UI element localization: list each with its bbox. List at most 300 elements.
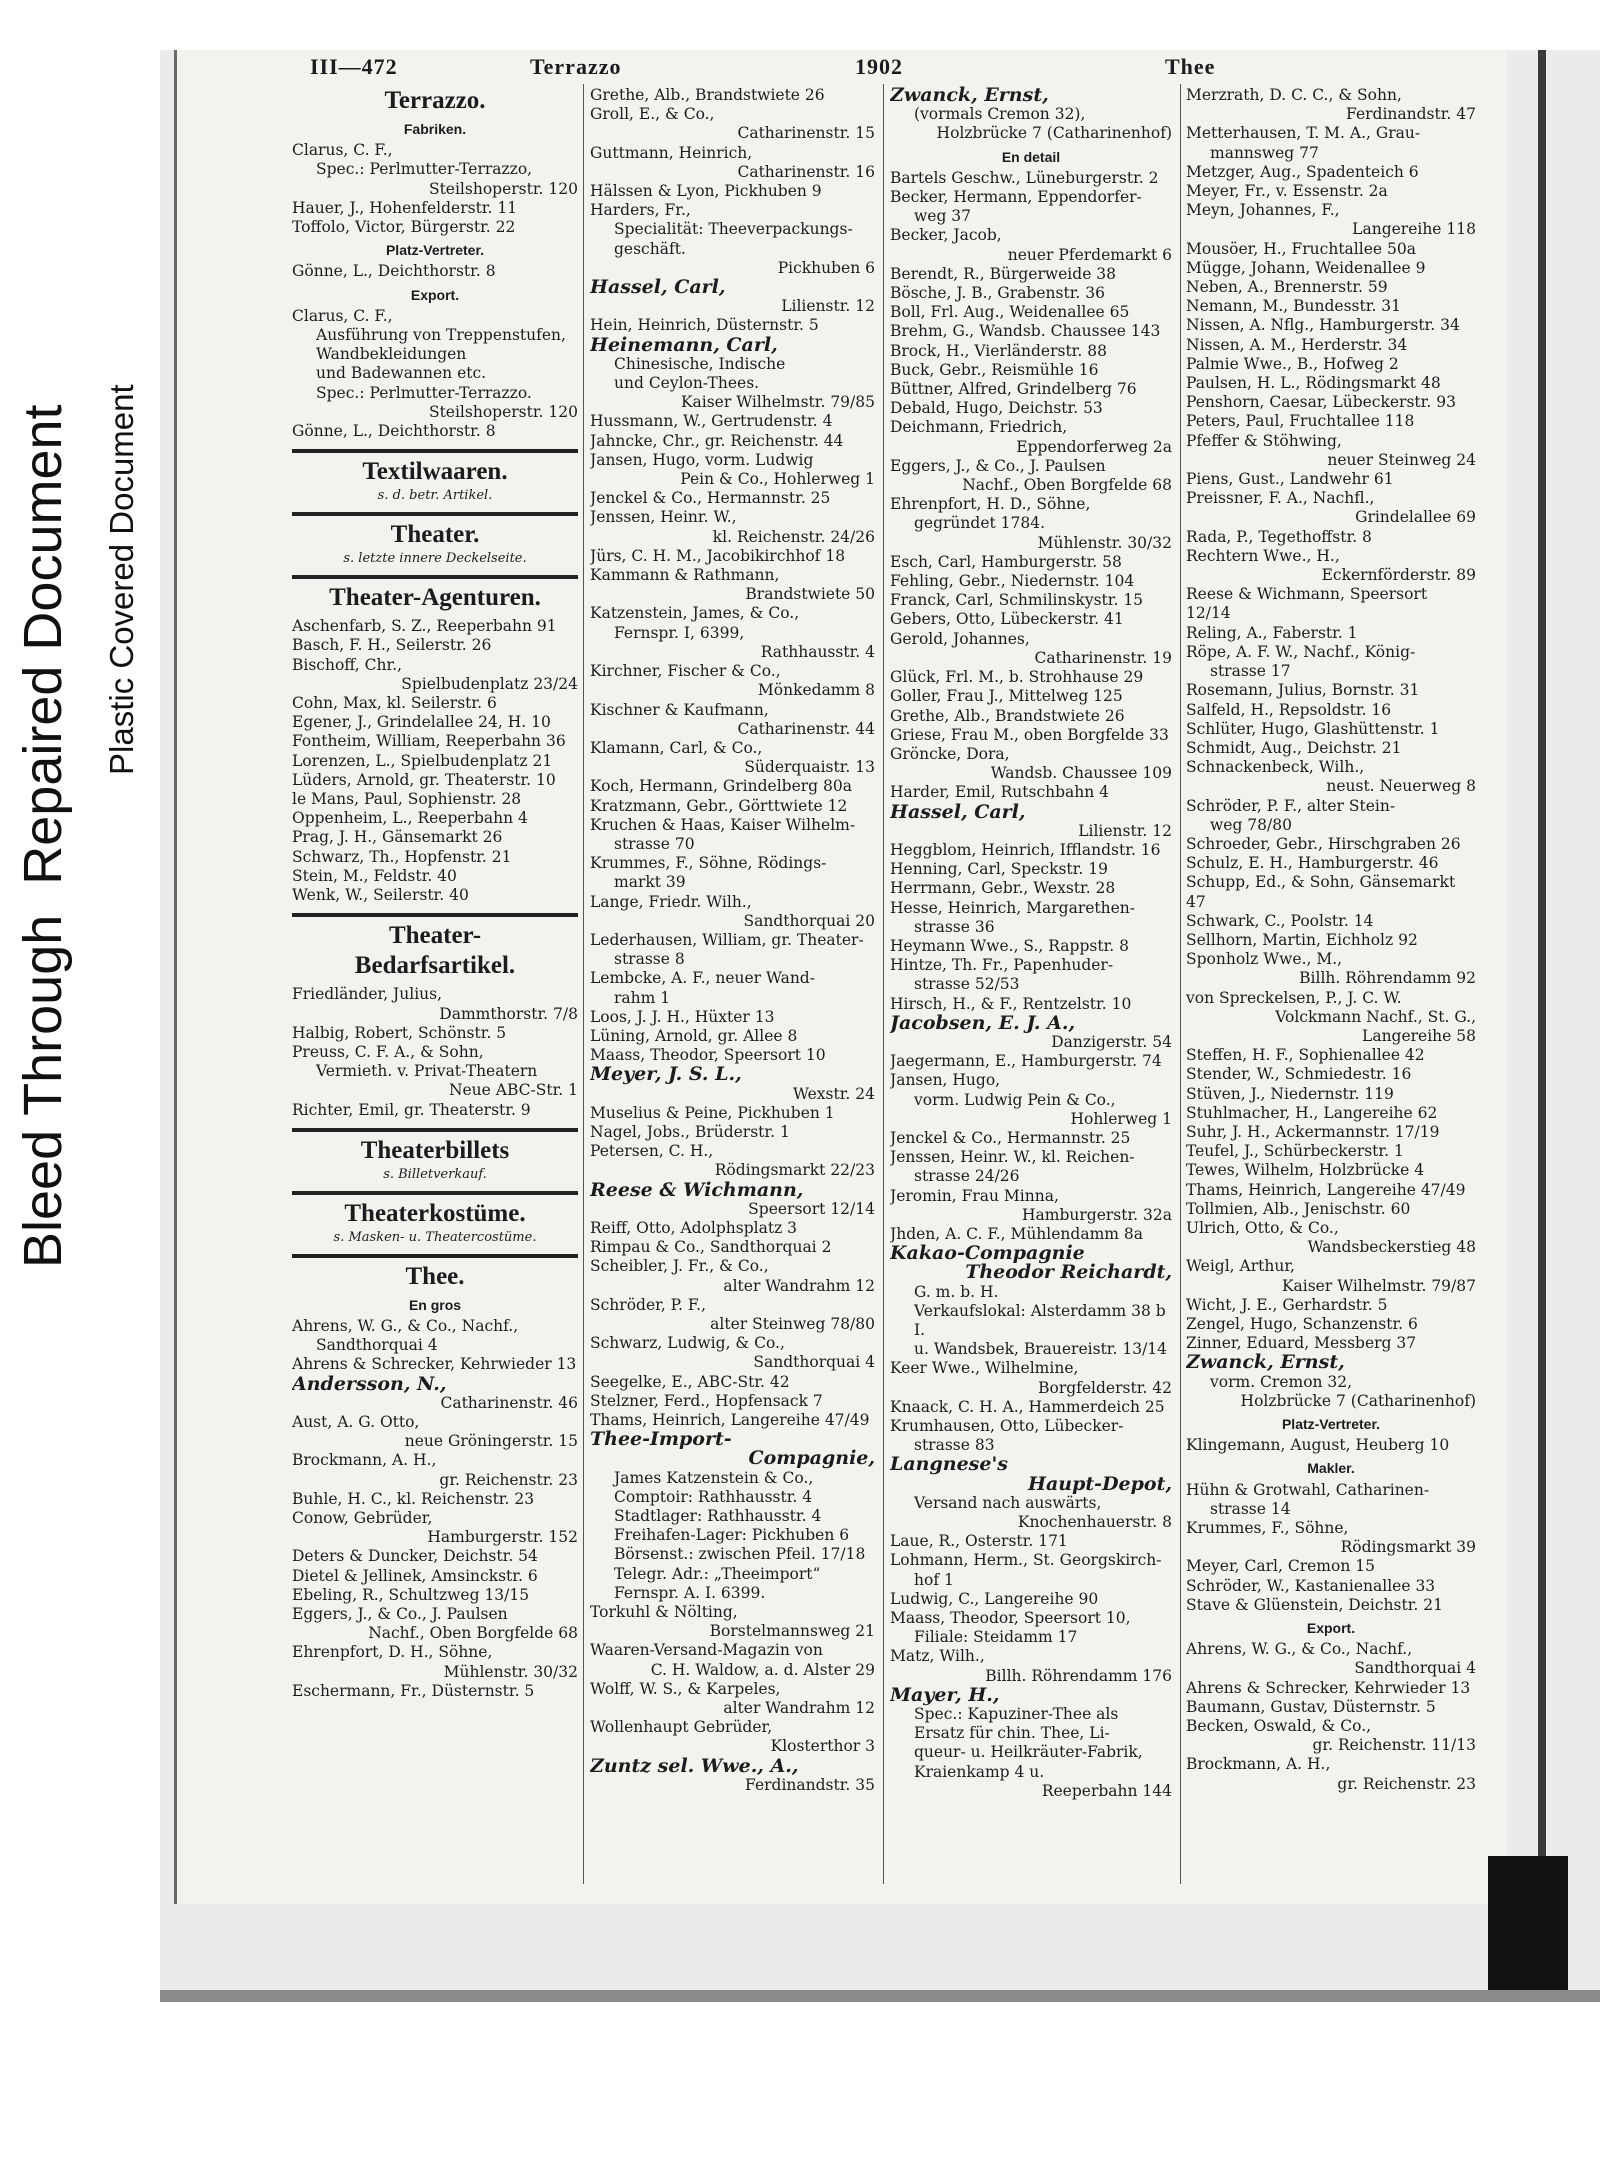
directory-entry bbox=[292, 1586, 578, 1605]
directory-entry bbox=[890, 610, 1172, 629]
section-heading bbox=[292, 1254, 578, 1292]
directory-entry bbox=[890, 1551, 1172, 1570]
entry-text: Aschenfarb, S. Z., Reeperbahn 91 bbox=[292, 617, 557, 636]
section-heading bbox=[292, 913, 578, 981]
directory-entry bbox=[1186, 336, 1476, 355]
directory-entry bbox=[890, 246, 1172, 265]
directory-entry bbox=[590, 451, 875, 470]
directory-entry bbox=[590, 1469, 875, 1488]
entry-text: Pfeffer & Stöhwing, bbox=[1186, 431, 1342, 450]
directory-entry bbox=[1186, 566, 1476, 585]
entry-address: Catharinenstr. 19 bbox=[1034, 648, 1172, 667]
directory-entry bbox=[1186, 1717, 1476, 1736]
entry-text: Jacobsen, E. J. A., bbox=[890, 1011, 1076, 1034]
entry-address: C. H. Waldow, a. d. Alster 29 bbox=[650, 1660, 875, 1679]
entry-text: Conow, Gebrüder, bbox=[292, 1508, 433, 1527]
directory-entry bbox=[890, 1609, 1172, 1628]
entry-text: Salfeld, H., Repsoldstr. 16 bbox=[1186, 700, 1392, 719]
entry-text: Versand nach auswärts, bbox=[914, 1493, 1102, 1512]
entry-text: Krummes, F., Söhne, bbox=[1186, 1519, 1349, 1538]
entry-address: alter Steinweg 78/80 bbox=[710, 1315, 875, 1333]
entry-text: Petersen, C. H., bbox=[590, 1142, 714, 1161]
directory-entry bbox=[1186, 854, 1476, 873]
entry-text: Steffen, H. F., Sophienallee 42 bbox=[1186, 1046, 1425, 1065]
entry-text: Meyn, Johannes, F., bbox=[1186, 201, 1340, 220]
entry-text: Eggers, J., & Co., J. Paulsen bbox=[292, 1604, 508, 1623]
entry-address: Mühlenstr. 30/32 bbox=[443, 1662, 578, 1681]
entry-text: Spec.: Perlmutter-Terrazzo, bbox=[316, 160, 533, 179]
directory-entry bbox=[292, 1471, 578, 1490]
directory-entry bbox=[1186, 470, 1476, 489]
page-number: III—472 bbox=[310, 54, 398, 79]
directory-entry bbox=[1186, 412, 1476, 431]
entry-text: Ahrens, W. G., & Co., Nachf., bbox=[292, 1316, 519, 1335]
entry-address: gr. Reichenstr. 23 bbox=[1337, 1774, 1476, 1793]
entry-text: Metterhausen, T. M. A., Grau- bbox=[1186, 124, 1421, 143]
entry-address: Pickhuben 6 bbox=[777, 258, 875, 277]
directory-entry bbox=[890, 1091, 1172, 1110]
entry-text: Zinner, Eduard, Messberg 37 bbox=[1186, 1334, 1417, 1353]
entry-text: Schwark, C., Poolstr. 14 bbox=[1186, 911, 1374, 930]
directory-entry bbox=[890, 1340, 1172, 1359]
entry-text: Ludwig, C., Langereihe 90 bbox=[890, 1589, 1099, 1608]
directory-entry bbox=[890, 1494, 1172, 1513]
entry-text: queur- u. Heilkräuter-Fabrik, bbox=[914, 1743, 1143, 1762]
directory-entry bbox=[890, 322, 1172, 341]
directory-entry bbox=[1186, 1123, 1476, 1142]
directory-entry bbox=[890, 800, 1172, 823]
directory-entry bbox=[590, 1085, 875, 1104]
entry-text: strasse 14 bbox=[1210, 1499, 1291, 1518]
subsection-heading: Makler. bbox=[1307, 1460, 1355, 1477]
directory-entry bbox=[890, 1590, 1172, 1609]
entry-text: Schulz, E. H., Hamburgerstr. 46 bbox=[1186, 854, 1439, 873]
entry-text: Esch, Carl, Hamburgerstr. 58 bbox=[890, 552, 1122, 571]
entry-text: Hussmann, W., Gertrudenstr. 4 bbox=[590, 412, 833, 431]
entry-text: Hauer, J., Hohenfelderstr. 11 bbox=[292, 198, 518, 217]
section-cross-reference: s. Masken- u. Theatercostüme. bbox=[333, 1229, 537, 1245]
directory-entry bbox=[590, 604, 875, 623]
directory-entry bbox=[1186, 451, 1476, 470]
directory-entry bbox=[1186, 1519, 1476, 1538]
directory-entry bbox=[590, 1754, 875, 1777]
directory-entry bbox=[590, 1641, 875, 1660]
entry-address: alter Wandrahm 12 bbox=[723, 1699, 875, 1718]
directory-entry bbox=[590, 1565, 875, 1584]
directory-entry bbox=[590, 432, 875, 451]
directory-entry bbox=[1186, 432, 1476, 451]
directory-entry bbox=[590, 489, 875, 508]
entry-text: Weigl, Arthur, bbox=[1186, 1257, 1295, 1276]
directory-entry bbox=[1186, 1500, 1476, 1519]
directory-entry bbox=[292, 713, 578, 732]
entry-text: Zuntz sel. Wwe., A., bbox=[590, 1754, 799, 1777]
entry-address: Mühlenstr. 30/32 bbox=[1037, 533, 1172, 552]
entry-text: Sandthorquai 4 bbox=[316, 1336, 438, 1355]
entry-text: Fontheim, William, Reeperbahn 36 bbox=[292, 732, 566, 751]
directory-entry bbox=[590, 1219, 875, 1238]
entry-text: Börsenst.: zwischen Pfeil. 17/18 bbox=[614, 1545, 866, 1564]
section-cross-reference: s. Billetverkauf. bbox=[383, 1166, 487, 1182]
entry-text: strasse 83 bbox=[914, 1436, 995, 1455]
entry-text: Freihafen-Lager: Pickhuben 6 bbox=[614, 1526, 850, 1545]
directory-entry bbox=[1186, 201, 1476, 220]
directory-entry bbox=[1186, 1775, 1476, 1794]
directory-entry bbox=[890, 745, 1172, 764]
directory-entry bbox=[890, 1379, 1172, 1398]
directory-entry bbox=[292, 262, 578, 281]
entry-text: Gröncke, Dora, bbox=[890, 744, 1010, 763]
directory-entry bbox=[292, 1317, 578, 1336]
directory-entry bbox=[1186, 643, 1476, 662]
entry-address: Catharinenstr. 16 bbox=[737, 162, 875, 181]
entry-text: Kirchner, Fischer & Co., bbox=[590, 662, 781, 681]
directory-entry bbox=[590, 1027, 875, 1046]
entry-address: Dammthorstr. 7/8 bbox=[439, 1004, 578, 1023]
directory-entry bbox=[1186, 912, 1476, 931]
entry-text: Henning, Carl, Speckstr. 19 bbox=[890, 860, 1108, 879]
entry-text: Guttmann, Heinrich, bbox=[590, 143, 753, 162]
entry-text: Lüders, Arnold, gr. Theaterstr. 10 bbox=[292, 770, 556, 789]
directory-entry bbox=[1186, 1219, 1476, 1238]
directory-entry bbox=[890, 879, 1172, 898]
directory-entry bbox=[890, 86, 1172, 105]
directory-entry bbox=[1186, 1373, 1476, 1392]
directory-entry bbox=[292, 656, 578, 675]
entry-text: Egener, J., Grindelallee 24, H. 10 bbox=[292, 713, 551, 732]
entry-address: Sandthorquai 4 bbox=[753, 1353, 875, 1372]
directory-entry bbox=[590, 912, 875, 931]
entry-text: Meyer, Fr., v. Essenstr. 2a bbox=[1186, 182, 1388, 201]
entry-text: Becker, Hermann, Eppendorfer- bbox=[890, 188, 1142, 207]
entry-text: Ahrens & Schrecker, Kehrwieder 13 bbox=[292, 1355, 577, 1374]
entry-address: Klosterthor 3 bbox=[770, 1737, 875, 1756]
entry-text: Waaren-Versand-Magazin von bbox=[590, 1641, 823, 1660]
header-right-keyword: Thee bbox=[1165, 54, 1216, 79]
entry-address: kl. Reichenstr. 24/26 bbox=[712, 527, 875, 546]
entry-text: Metzger, Aug., Spadenteich 6 bbox=[1186, 162, 1419, 181]
directory-entry bbox=[292, 732, 578, 751]
directory-entry bbox=[292, 1024, 578, 1043]
directory-entry bbox=[590, 240, 875, 259]
entry-text: Heinemann, Carl, bbox=[590, 333, 778, 356]
entry-text: Wandbekleidungen bbox=[316, 345, 467, 364]
directory-entry bbox=[1186, 278, 1476, 297]
directory-entry bbox=[890, 514, 1172, 533]
directory-entry bbox=[590, 931, 875, 950]
entry-text: Wicht, J. E., Gerhardstr. 5 bbox=[1186, 1295, 1388, 1314]
entry-text: Eschermann, Fr., Düsternstr. 5 bbox=[292, 1681, 535, 1700]
directory-entry bbox=[1186, 86, 1476, 105]
entry-address: Haupt-Depot, bbox=[1028, 1472, 1172, 1495]
header-year: 1902 bbox=[855, 54, 903, 79]
subsection-heading: En detail bbox=[1001, 148, 1061, 165]
entry-text: Schwarz, Th., Hopfenstr. 21 bbox=[292, 847, 512, 866]
entry-text: Reling, A., Faberstr. 1 bbox=[1186, 623, 1358, 642]
entry-address: Kaiser Wilhelmstr. 79/87 bbox=[1281, 1276, 1476, 1295]
directory-entry bbox=[590, 508, 875, 527]
directory-entry bbox=[292, 1413, 578, 1432]
entry-text: Thams, Heinrich, Langereihe 47/49 bbox=[1186, 1180, 1466, 1199]
entry-address: Knochenhauerstr. 8 bbox=[1017, 1513, 1172, 1532]
entry-address: Sandthorquai 4 bbox=[1354, 1659, 1476, 1678]
directory-entry bbox=[590, 701, 875, 720]
directory-entry bbox=[1186, 489, 1476, 508]
entry-text: Jenssen, Heinr. W., kl. Reichen- bbox=[890, 1148, 1135, 1167]
directory-entry bbox=[292, 1528, 578, 1547]
directory-entry bbox=[1186, 528, 1476, 547]
entry-text: weg 78/80 bbox=[1210, 815, 1292, 834]
directory-entry bbox=[590, 144, 875, 163]
entry-text: Wolff, W. S., & Karpeles, bbox=[590, 1679, 781, 1698]
entry-text: Grethe, Alb., Brandstwiete 26 bbox=[590, 86, 825, 104]
directory-entry bbox=[1186, 816, 1476, 835]
directory-entry bbox=[292, 867, 578, 886]
side-label-secondary: Plastic Covered Document bbox=[103, 384, 140, 775]
entry-text: Preissner, F. A., Nachfl., bbox=[1186, 489, 1375, 508]
directory-entry bbox=[890, 1359, 1172, 1378]
entry-address: Holzbrücke 7 (Catharinenhof) bbox=[936, 124, 1172, 143]
directory-entry bbox=[590, 124, 875, 143]
entry-text: Jeromin, Frau Minna, bbox=[890, 1186, 1059, 1205]
section-rule bbox=[292, 913, 578, 917]
entry-address: Volckmann Nachf., St. G., bbox=[1275, 1007, 1476, 1026]
directory-entry bbox=[590, 528, 875, 547]
entry-text: strasse 52/53 bbox=[914, 975, 1020, 994]
directory-entry bbox=[292, 752, 578, 771]
directory-entry bbox=[890, 1148, 1172, 1167]
entry-text: Comptoir: Rathhausstr. 4 bbox=[614, 1487, 813, 1506]
directory-entry bbox=[890, 1705, 1172, 1724]
directory-entry bbox=[890, 476, 1172, 495]
entry-text: vorm. Cremon 32, bbox=[1210, 1372, 1353, 1391]
directory-entry bbox=[890, 1011, 1172, 1034]
entry-address: Reeperbahn 144 bbox=[1041, 1781, 1172, 1800]
entry-text: Lembcke, A. F., neuer Wand- bbox=[590, 969, 815, 988]
section-rule bbox=[292, 512, 578, 516]
directory-entry bbox=[890, 553, 1172, 572]
entry-text: Stein, M., Feldstr. 40 bbox=[292, 866, 457, 885]
entry-text: Clarus, C. F., bbox=[292, 306, 393, 325]
directory-entry bbox=[292, 1081, 578, 1100]
directory-entry bbox=[1186, 1065, 1476, 1084]
entry-text: Sponholz Wwe., M., bbox=[1186, 950, 1343, 969]
entry-text: Gerold, Johannes, bbox=[890, 629, 1030, 648]
directory-entry bbox=[590, 1065, 875, 1084]
directory-entry bbox=[292, 636, 578, 655]
directory-entry bbox=[292, 1101, 578, 1120]
page-bottom-shadow bbox=[160, 1990, 1600, 2002]
entry-address: Pein & Co., Hohlerweg 1 bbox=[680, 470, 875, 489]
entry-text: Brockmann, A. H., bbox=[1186, 1755, 1331, 1774]
directory-entry bbox=[1186, 1161, 1476, 1180]
entry-text: Klamann, Carl, & Co., bbox=[590, 738, 763, 757]
directory-entry bbox=[292, 985, 578, 1004]
entry-text: Brock, H., Vierländerstr. 88 bbox=[890, 341, 1107, 360]
directory-entry bbox=[292, 218, 578, 237]
entry-text: Hassel, Carl, bbox=[890, 800, 1026, 823]
section-cross-reference: s. d. betr. Artikel. bbox=[377, 488, 493, 504]
entry-text: Becken, Oswald, & Co., bbox=[1186, 1717, 1372, 1736]
entry-address: Rödingsmarkt 39 bbox=[1340, 1538, 1476, 1557]
directory-entry bbox=[890, 188, 1172, 207]
directory-entry bbox=[292, 1663, 578, 1682]
directory-entry bbox=[1186, 1181, 1476, 1200]
directory-entry bbox=[590, 1449, 875, 1468]
directory-entry bbox=[590, 1776, 875, 1795]
directory-entry bbox=[292, 180, 578, 199]
section-heading bbox=[292, 512, 578, 567]
entry-address: Borstelmannsweg 21 bbox=[709, 1622, 875, 1641]
entry-text: Sellhorn, Martin, Eichholz 92 bbox=[1186, 930, 1418, 949]
page-header bbox=[310, 54, 1500, 82]
directory-entry bbox=[590, 1104, 875, 1123]
entry-text: Lange, Friedr. Wilh., bbox=[590, 892, 752, 911]
directory-entry bbox=[1186, 624, 1476, 643]
section-cross-reference: s. letzte innere Deckelseite. bbox=[343, 551, 527, 567]
label-bleed-through: Bleed Through bbox=[13, 914, 73, 1268]
entry-text: Schwarz, Ludwig, & Co., bbox=[590, 1334, 785, 1353]
entry-text: Nissen, A. Nflg., Hamburgerstr. 34 bbox=[1186, 316, 1460, 335]
directory-entry bbox=[1186, 393, 1476, 412]
directory-entry bbox=[590, 816, 875, 835]
entry-address: Spielbudenplatz 23/24 bbox=[401, 674, 578, 693]
directory-entry bbox=[890, 764, 1172, 783]
entry-text: Hintze, Th. Fr., Papenhuder- bbox=[890, 956, 1114, 975]
directory-entry bbox=[590, 1507, 875, 1526]
directory-entry bbox=[1186, 1538, 1476, 1557]
entry-text: Basch, F. H., Seilerstr. 26 bbox=[292, 636, 492, 655]
directory-entry bbox=[292, 1005, 578, 1024]
directory-entry bbox=[890, 687, 1172, 706]
section-rule bbox=[292, 1191, 578, 1195]
directory-entry bbox=[890, 1571, 1172, 1590]
directory-entry bbox=[890, 1302, 1172, 1340]
entry-text: Jansen, Hugo, vorm. Ludwig bbox=[590, 450, 814, 469]
entry-text: und Badewannen etc. bbox=[316, 364, 487, 383]
entry-text: Reese & Wichmann, Speersort 12/14 bbox=[1186, 585, 1428, 623]
directory-entry bbox=[890, 1187, 1172, 1206]
entry-text: Rosemann, Julius, Bornstr. 31 bbox=[1186, 681, 1420, 700]
directory-entry bbox=[890, 169, 1172, 188]
directory-entry bbox=[292, 1062, 578, 1081]
entry-address: Rödingsmarkt 22/23 bbox=[714, 1161, 875, 1180]
directory-entry bbox=[1186, 1085, 1476, 1104]
binding-edge bbox=[1538, 50, 1546, 2002]
entry-text: Jenckel & Co., Hermannstr. 25 bbox=[590, 489, 831, 508]
entry-text: Neben, A., Brennerstr. 59 bbox=[1186, 278, 1388, 297]
section-rule bbox=[292, 449, 578, 453]
directory-entry bbox=[890, 399, 1172, 418]
section-title: Theater- Bedarfsartikel. bbox=[354, 922, 516, 980]
entry-address: Hohlerweg 1 bbox=[1070, 1109, 1172, 1128]
entry-address: Eckernförderstr. 89 bbox=[1321, 566, 1476, 585]
directory-entry bbox=[1186, 1596, 1476, 1615]
subsection-heading: Platz-Vertreter. bbox=[1281, 1416, 1381, 1433]
directory-entry bbox=[1186, 1142, 1476, 1161]
directory-entry bbox=[1186, 547, 1476, 566]
entry-text: Brockmann, A. H., bbox=[292, 1451, 437, 1470]
section-title: Terrazzo. bbox=[384, 87, 486, 114]
entry-text: Spec.: Kapuziner-Thee als bbox=[914, 1705, 1119, 1724]
section-rule bbox=[292, 1254, 578, 1258]
entry-text: Schlüter, Hugo, Glashüttenstr. 1 bbox=[1186, 719, 1440, 738]
directory-entry bbox=[292, 1490, 578, 1509]
subsection-heading: Platz-Vertreter. bbox=[385, 242, 485, 259]
entry-text: Jenckel & Co., Hermannstr. 25 bbox=[890, 1128, 1131, 1147]
entry-text: Lüning, Arnold, gr. Allee 8 bbox=[590, 1026, 798, 1045]
directory-entry bbox=[890, 457, 1172, 476]
directory-entry bbox=[590, 105, 875, 124]
entry-text: Ahrens, W. G., & Co., Nachf., bbox=[1186, 1640, 1413, 1659]
directory-entry bbox=[1186, 1755, 1476, 1774]
entry-text: Hassel, Carl, bbox=[590, 276, 726, 299]
entry-address: Langereihe 58 bbox=[1362, 1026, 1476, 1045]
entry-text: Baumann, Gustav, Düsternstr. 5 bbox=[1186, 1697, 1436, 1716]
entry-text: geschäft. bbox=[614, 239, 686, 258]
entry-address: Compagnie, bbox=[748, 1447, 875, 1470]
directory-entry bbox=[590, 393, 875, 412]
entry-text: Mayer, H., bbox=[890, 1683, 1000, 1706]
entry-address: Sandthorquai 20 bbox=[743, 911, 875, 930]
entry-text: Rimpau & Co., Sandthorquai 2 bbox=[590, 1238, 832, 1257]
directory-entry bbox=[590, 1699, 875, 1718]
entry-text: Nagel, Jobs., Brüderstr. 1 bbox=[590, 1122, 790, 1141]
entry-address: Süderquaistr. 13 bbox=[744, 758, 875, 777]
directory-entry bbox=[590, 777, 875, 796]
directory-column-1 bbox=[292, 86, 578, 1886]
entry-text: Kraienkamp 4 u. bbox=[914, 1762, 1045, 1781]
entry-text: Clarus, C. F., bbox=[292, 141, 393, 160]
directory-entry bbox=[1186, 182, 1476, 201]
entry-text: Thee-Import- bbox=[590, 1428, 732, 1451]
directory-entry bbox=[1186, 701, 1476, 720]
directory-entry bbox=[590, 1373, 875, 1392]
directory-entry bbox=[890, 726, 1172, 745]
directory-entry bbox=[292, 1605, 578, 1624]
entry-text: Matz, Wilh., bbox=[890, 1647, 985, 1666]
directory-entry bbox=[1186, 777, 1476, 796]
directory-entry bbox=[590, 989, 875, 1008]
section-title: Thee. bbox=[405, 1262, 465, 1290]
section-heading bbox=[292, 1128, 578, 1183]
directory-column-3 bbox=[890, 86, 1172, 1886]
directory-entry bbox=[1186, 739, 1476, 758]
entry-text: Becker, Jacob, bbox=[890, 226, 1002, 245]
entry-text: Verkaufslokal: Alsterdamm 38 b I. bbox=[914, 1301, 1166, 1339]
entry-text: Ebeling, R., Schultzweg 13/15 bbox=[292, 1585, 530, 1604]
entry-text: Telegr. Adr.: „Theeimport“ bbox=[614, 1564, 821, 1583]
entry-text: Glück, Frl. M., b. Strohhause 29 bbox=[890, 668, 1144, 687]
entry-address: Ferdinandstr. 35 bbox=[745, 1775, 875, 1794]
directory-entry bbox=[890, 975, 1172, 994]
entry-text: Nissen, A. M., Herderstr. 34 bbox=[1186, 335, 1408, 354]
entry-text: Röpe, A. F. W., Nachf., König- bbox=[1186, 642, 1416, 661]
entry-text: Groll, E., & Co., bbox=[590, 105, 715, 124]
entry-text: Krummes, F., Söhne, Rödings- bbox=[590, 854, 827, 873]
entry-address: Hamburgerstr. 152 bbox=[427, 1528, 578, 1547]
entry-text: Lorenzen, L., Spielbudenplatz 21 bbox=[292, 751, 553, 770]
directory-entry bbox=[1186, 758, 1476, 777]
directory-entry bbox=[890, 418, 1172, 437]
directory-entry bbox=[590, 662, 875, 681]
entry-address: Danzigerstr. 54 bbox=[1051, 1032, 1172, 1051]
entry-text: Jhden, A. C. F., Mühlendamm 8a bbox=[890, 1224, 1143, 1243]
directory-entry bbox=[890, 361, 1172, 380]
entry-text: Gönne, L., Deichthorstr. 8 bbox=[292, 422, 496, 441]
entry-text: Filiale: Steidamm 17 bbox=[914, 1628, 1078, 1647]
entry-address: neuer Pferdemarkt 6 bbox=[1007, 245, 1172, 264]
